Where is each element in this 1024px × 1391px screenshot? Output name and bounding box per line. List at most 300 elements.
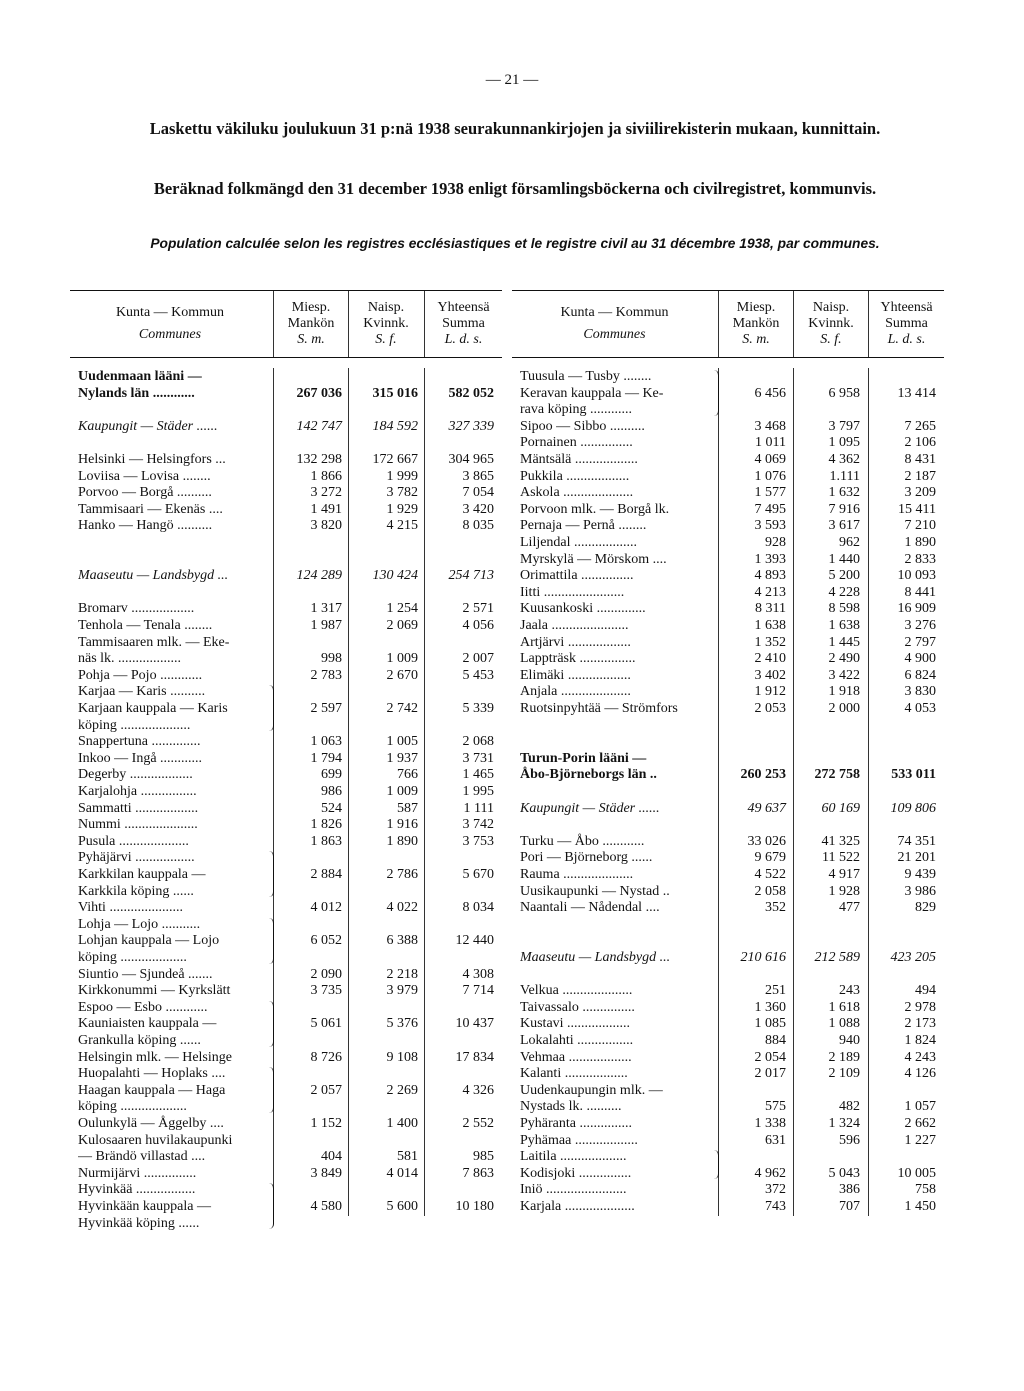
- table-row: [512, 883, 944, 900]
- commune-name: Karkkilan kauppala —: [78, 867, 206, 882]
- men-value: 2 410: [754, 651, 786, 667]
- title-swedish: Beräknad folkmängd den 31 december 1938 enligt församlingsböckerna och civilregistret, kommunvis.: [153, 179, 877, 198]
- women-value: 272 758: [814, 767, 860, 783]
- header-men-cell: [274, 291, 348, 357]
- women-value: 3 979: [386, 983, 418, 999]
- header-communes-label: Communes: [583, 327, 646, 342]
- men-value: 124 289: [296, 568, 342, 584]
- table-row: [70, 849, 502, 866]
- men-value: 884: [765, 1033, 786, 1048]
- total-value: 2 978: [904, 999, 936, 1015]
- men-value: 2 054: [754, 1049, 786, 1065]
- women-value: 1 890: [386, 833, 418, 849]
- commune-name: näs lk. ..................: [78, 651, 182, 667]
- men-value: 928: [765, 535, 786, 550]
- header-naisp: Naisp.: [367, 300, 405, 315]
- men-value: 251: [765, 983, 786, 999]
- commune-name: Porvoo — Borgå ..........: [78, 485, 212, 501]
- total-value: 7 054: [462, 485, 494, 501]
- total-value: 1 890: [904, 535, 936, 550]
- header-kvinnk: Kvinnk.: [808, 316, 854, 331]
- total-value: 2 662: [904, 1116, 936, 1131]
- total-value: 4 326: [462, 1082, 494, 1098]
- commune-name: Lohjan kauppala — Lojo: [78, 933, 220, 949]
- men-value: 4 893: [754, 568, 786, 584]
- women-value: 386: [839, 1182, 860, 1198]
- women-value: 60 169: [821, 800, 860, 816]
- table-row: [70, 949, 502, 966]
- commune-name: Åbo-Björneborgs län ..: [520, 767, 657, 783]
- grouping-brace: [269, 1067, 274, 1113]
- commune-name: Oulunkylä — Åggelby ....: [78, 1116, 224, 1131]
- women-value: 1 400: [386, 1116, 418, 1131]
- women-value: 1 999: [386, 468, 418, 484]
- table-row: [512, 617, 944, 634]
- women-value: 8 598: [828, 601, 860, 617]
- commune-name: Artjärvi ..................: [520, 634, 631, 650]
- table-row: [512, 567, 944, 584]
- women-value: 477: [839, 900, 860, 916]
- table-row: [512, 899, 944, 916]
- total-value: 5 453: [462, 667, 494, 683]
- total-value: 4 308: [462, 966, 494, 982]
- table-row: [512, 584, 944, 601]
- table-row: [512, 517, 944, 534]
- total-value: 7 265: [904, 418, 936, 434]
- grouping-brace: [269, 685, 274, 731]
- commune-name: Hyvinkää .................: [78, 1182, 196, 1198]
- women-value: 1 088: [828, 1016, 860, 1032]
- table-row: [70, 683, 502, 700]
- commune-name: Uudenmaan lääni —: [78, 369, 202, 384]
- commune-name: Karjaa — Karis ..........: [78, 684, 206, 700]
- total-value: 3 753: [462, 833, 494, 849]
- men-value: 1 352: [754, 634, 786, 650]
- table-row: [512, 1132, 944, 1149]
- total-value: 10 437: [455, 1016, 494, 1032]
- women-value: 2 069: [386, 618, 418, 633]
- commune-name: Lokalahti ................: [520, 1033, 634, 1048]
- women-value: 1 440: [828, 551, 860, 567]
- total-value: 7 714: [462, 983, 494, 999]
- commune-name: Turun-Porin lääni —: [520, 750, 647, 766]
- table-row: [512, 733, 944, 750]
- grouping-brace: [714, 370, 719, 416]
- commune-name: Sipoo — Sibbo ..........: [520, 418, 645, 434]
- header-men-cell: [719, 291, 793, 357]
- table-row: [70, 634, 502, 651]
- women-value: 5 600: [386, 1199, 418, 1214]
- men-value: 1 393: [754, 551, 786, 567]
- men-value: 1 866: [310, 468, 342, 484]
- total-value: 4 900: [904, 651, 936, 667]
- total-value: 13 414: [897, 385, 936, 401]
- table-row: [512, 634, 944, 651]
- women-value: 2 109: [828, 1066, 860, 1082]
- table-row: [70, 1082, 502, 1099]
- table-row: [70, 484, 502, 501]
- table-row: [512, 1049, 944, 1066]
- table-row: [70, 717, 502, 734]
- commune-name: Orimattila ...............: [520, 568, 634, 584]
- header-sm: S. m.: [742, 332, 770, 347]
- total-value: 4 126: [904, 1066, 936, 1082]
- total-value: 2 571: [462, 601, 494, 617]
- total-value: 2 173: [904, 1016, 936, 1032]
- table-row: [512, 982, 944, 999]
- table-row: [70, 534, 502, 551]
- men-value: 699: [321, 767, 342, 783]
- men-value: 1 360: [754, 999, 786, 1015]
- header-women-cell: [794, 291, 868, 357]
- table-row: [70, 783, 502, 800]
- header-yhteensa: Yhteensä: [437, 300, 490, 315]
- table-row: [70, 1198, 502, 1215]
- commune-name: Uudenkaupungin mlk. —: [520, 1082, 663, 1098]
- table-row: [512, 600, 944, 617]
- table-row: [70, 401, 502, 418]
- total-value: 3 986: [904, 883, 936, 899]
- women-value: 315 016: [372, 385, 418, 401]
- women-value: 2 218: [386, 966, 418, 982]
- table-row: [70, 451, 502, 468]
- table-row: [512, 816, 944, 833]
- table-row: [512, 866, 944, 883]
- commune-name: Uusikaupunki — Nystad ..: [520, 883, 670, 899]
- total-value: 2 552: [462, 1116, 494, 1131]
- women-value: 2 490: [828, 651, 860, 667]
- commune-name: Nurmijärvi ...............: [78, 1165, 197, 1181]
- women-value: 4 014: [386, 1165, 418, 1181]
- table-row: [70, 816, 502, 833]
- women-value: 3 617: [828, 518, 860, 534]
- table-row: [512, 1065, 944, 1082]
- commune-name: Pusula ....................: [78, 833, 189, 849]
- women-value: 5 376: [386, 1016, 418, 1032]
- table-row: [70, 833, 502, 850]
- commune-name: Tammisaari — Ekenäs ....: [78, 501, 223, 517]
- header-mankon: Mankön: [732, 316, 780, 331]
- commune-name: Myrskylä — Mörskom ....: [520, 551, 667, 567]
- table-row: [70, 982, 502, 999]
- total-value: 1 995: [462, 784, 494, 799]
- table-row: [70, 1032, 502, 1049]
- women-value: 1 632: [828, 485, 860, 501]
- total-value: 582 052: [448, 385, 494, 401]
- commune-name: Pernaja — Pernå ........: [520, 518, 647, 534]
- table-row: [512, 683, 944, 700]
- table-row: [70, 584, 502, 601]
- table-row: [70, 1215, 502, 1232]
- header-naisp: Naisp.: [812, 300, 850, 315]
- table-row: [512, 551, 944, 568]
- commune-name: rava köping ............: [520, 402, 632, 418]
- men-value: 260 253: [740, 767, 786, 783]
- table-header-right: [512, 290, 944, 358]
- header-summa: Summa: [442, 316, 485, 331]
- total-value: 3 276: [904, 618, 936, 633]
- women-value: 1 324: [828, 1116, 860, 1131]
- table-row: [70, 1049, 502, 1066]
- commune-name: Velkua ....................: [520, 983, 633, 999]
- women-value: 1 929: [386, 501, 418, 517]
- table-row: [512, 385, 944, 402]
- commune-name: köping ...................: [78, 950, 187, 965]
- table-row: [70, 617, 502, 634]
- commune-name: Tenhola — Tenala ........: [78, 618, 213, 633]
- table-row: [512, 1165, 944, 1182]
- total-value: 1 824: [904, 1033, 936, 1048]
- table-row: [70, 1132, 502, 1149]
- total-value: 758: [915, 1182, 936, 1198]
- commune-name: Vihti .....................: [78, 900, 183, 916]
- total-value: 2 007: [462, 651, 494, 667]
- commune-name: Nummi .....................: [78, 817, 198, 833]
- commune-name: köping ....................: [78, 717, 191, 733]
- header-total-cell: [425, 291, 502, 357]
- commune-name: Karjalohja ................: [78, 784, 197, 799]
- total-value: 109 806: [890, 800, 936, 816]
- men-value: 6 052: [310, 933, 342, 949]
- header-sf: S. f.: [375, 332, 397, 347]
- total-value: 2 068: [462, 734, 494, 750]
- total-value: 10 093: [897, 568, 936, 584]
- men-value: 1 577: [754, 485, 786, 501]
- men-value: 8 726: [310, 1049, 342, 1065]
- commune-name: Iniö .......................: [520, 1182, 627, 1198]
- commune-name: Laitila ...................: [520, 1149, 627, 1165]
- men-value: 210 616: [740, 950, 786, 965]
- table-row: [512, 484, 944, 501]
- table-row: [512, 1115, 944, 1132]
- table-row: [512, 949, 944, 966]
- table-row: [512, 368, 944, 385]
- table-row: [70, 1181, 502, 1198]
- men-value: 33 026: [747, 833, 786, 849]
- table-row: [70, 501, 502, 518]
- men-value: 404: [321, 1149, 342, 1165]
- men-value: 9 679: [754, 850, 786, 866]
- women-value: 3 782: [386, 485, 418, 501]
- commune-name: Loviisa — Lovisa ........: [78, 468, 211, 484]
- table-row: [70, 434, 502, 451]
- women-value: 11 522: [822, 850, 860, 866]
- commune-name: Helsinki — Helsingfors ...: [78, 452, 226, 467]
- commune-name: Hanko — Hangö ..........: [78, 518, 213, 534]
- commune-name: Maaseutu — Landsbygd ...: [78, 568, 229, 584]
- header-summa: Summa: [885, 316, 928, 331]
- men-value: 1 317: [310, 601, 342, 617]
- women-value: 2 189: [828, 1049, 860, 1065]
- table-row: [70, 883, 502, 900]
- men-value: 3 849: [310, 1165, 342, 1181]
- men-value: 267 036: [296, 385, 342, 401]
- commune-name: Tammisaaren mlk. — Eke-: [78, 634, 230, 650]
- total-value: 3 865: [462, 468, 494, 484]
- total-value: 327 339: [448, 418, 494, 434]
- total-value: 4 053: [904, 701, 936, 716]
- total-value: 17 834: [455, 1049, 494, 1065]
- commune-name: Espoo — Esbo ............: [78, 999, 208, 1015]
- women-value: 6 388: [386, 933, 418, 949]
- table-row: [512, 800, 944, 817]
- table-row: [512, 534, 944, 551]
- table-row: [512, 1082, 944, 1099]
- commune-name: Haagan kauppala — Haga: [78, 1082, 226, 1098]
- commune-name: Tuusula — Tusby ........: [520, 369, 652, 384]
- total-value: 3 742: [462, 817, 494, 833]
- table-row: [70, 916, 502, 933]
- table-row: [512, 501, 944, 518]
- women-value: 596: [839, 1132, 860, 1148]
- women-value: 6 958: [828, 385, 860, 401]
- total-value: 423 205: [890, 950, 936, 965]
- commune-name: Vehmaa ..................: [520, 1049, 632, 1065]
- commune-name: Pori — Björneborg ......: [520, 850, 653, 866]
- total-value: 2 106: [904, 435, 936, 451]
- women-value: 4 228: [828, 584, 860, 600]
- women-value: 1 009: [386, 651, 418, 667]
- table-row: [70, 766, 502, 783]
- total-value: 4 243: [904, 1049, 936, 1065]
- women-value: 4 917: [828, 867, 860, 882]
- header-women-cell: [349, 291, 423, 357]
- women-value: 1 095: [828, 435, 860, 451]
- total-value: 9 439: [904, 867, 936, 882]
- table-row: [70, 1165, 502, 1182]
- total-value: 494: [915, 983, 936, 999]
- table-row: [512, 1098, 944, 1115]
- commune-name: Kirkkonummi — Kyrkslätt: [78, 983, 231, 999]
- men-value: 7 495: [754, 501, 786, 517]
- commune-name: Huopalahti — Hoplaks ....: [78, 1066, 226, 1082]
- header-miesp: Miesp.: [291, 300, 331, 315]
- men-value: 1 794: [310, 750, 342, 766]
- commune-name: Karjala ....................: [520, 1199, 635, 1214]
- table-row: [512, 932, 944, 949]
- table-row: [70, 750, 502, 767]
- header-kunta-label: Kunta — Kommun: [115, 305, 225, 320]
- men-value: 1 987: [310, 618, 342, 633]
- men-value: 1 912: [754, 684, 786, 700]
- commune-name: Kauniaisten kauppala —: [78, 1016, 217, 1032]
- women-value: 3 422: [828, 667, 860, 683]
- women-value: 1.111: [829, 468, 860, 484]
- commune-name: Rauma ....................: [520, 867, 634, 882]
- women-value: 1 254: [386, 601, 418, 617]
- table-body-left: [70, 368, 502, 1231]
- women-value: 9 108: [386, 1049, 418, 1065]
- men-value: 132 298: [296, 452, 342, 467]
- commune-name: Kaupungit — Städer ......: [520, 800, 660, 816]
- total-value: 10 180: [455, 1199, 494, 1214]
- women-value: 2 742: [386, 701, 418, 716]
- table-row: [70, 700, 502, 717]
- total-value: 3 420: [462, 501, 494, 517]
- commune-name: Karjaan kauppala — Karis: [78, 701, 228, 716]
- commune-name: Kalanti ..................: [520, 1066, 628, 1082]
- commune-name: Kaupungit — Städer ......: [78, 418, 218, 434]
- commune-name: Jaala ......................: [520, 618, 629, 633]
- table-row: [512, 966, 944, 983]
- men-value: 1 085: [754, 1016, 786, 1032]
- header-miesp: Miesp.: [736, 300, 776, 315]
- table-row: [70, 385, 502, 402]
- men-value: 1 063: [310, 734, 342, 750]
- women-value: 172 667: [372, 452, 418, 467]
- header-sm: S. m.: [297, 332, 325, 347]
- header-kunta-label: Kunta — Kommun: [560, 305, 669, 320]
- table-row: [512, 766, 944, 783]
- table-row: [512, 1148, 944, 1165]
- table-row: [70, 1098, 502, 1115]
- women-value: 1 005: [386, 734, 418, 750]
- table-row: [70, 866, 502, 883]
- men-value: 4 522: [754, 867, 786, 882]
- commune-name: Snappertuna ..............: [78, 734, 201, 750]
- women-value: 1 445: [828, 634, 860, 650]
- table-row: [70, 1015, 502, 1032]
- women-value: 587: [397, 800, 418, 816]
- men-value: 1 076: [754, 468, 786, 484]
- women-value: 184 592: [372, 418, 418, 434]
- table-row: [70, 600, 502, 617]
- women-value: 581: [397, 1149, 418, 1165]
- commune-name: Porvoon mlk. — Borgå lk.: [520, 501, 670, 517]
- commune-name: Degerby ..................: [78, 767, 193, 783]
- men-value: 1 152: [310, 1116, 342, 1131]
- commune-name: Nylands län ............: [78, 385, 195, 401]
- commune-name: Elimäki ..................: [520, 667, 631, 683]
- table-row: [512, 451, 944, 468]
- men-value: 49 637: [747, 800, 786, 816]
- table-row: [70, 1115, 502, 1132]
- header-yhteensa: Yhteensä: [880, 300, 933, 315]
- total-value: 1 465: [462, 767, 494, 783]
- women-value: 707: [839, 1199, 860, 1214]
- table-row: [512, 750, 944, 767]
- women-value: 1 928: [828, 883, 860, 899]
- header-communes-label: Communes: [138, 327, 202, 342]
- total-value: 16 909: [897, 601, 936, 617]
- table-row: [512, 1032, 944, 1049]
- title-french: Population calculée selon les registres ecclésiastiques et le registre civil au 31 décembre 1938, par communes.: [150, 236, 880, 251]
- total-value: 4 056: [462, 618, 494, 633]
- women-value: 212 589: [814, 950, 860, 965]
- men-value: 3 593: [754, 518, 786, 534]
- total-value: 8 441: [904, 584, 936, 600]
- men-value: 1 826: [310, 817, 342, 833]
- women-value: 940: [839, 1033, 860, 1048]
- women-value: 2 000: [828, 701, 860, 716]
- women-value: 4 215: [386, 518, 418, 534]
- women-value: 962: [839, 535, 860, 550]
- women-value: 41 325: [821, 833, 860, 849]
- total-value: 985: [473, 1149, 494, 1165]
- commune-name: Hyvinkään kauppala —: [78, 1199, 211, 1214]
- table-row: [512, 916, 944, 933]
- commune-name: Pyhämaa ..................: [520, 1132, 638, 1148]
- total-value: 8 034: [462, 900, 494, 916]
- table-row: [70, 966, 502, 983]
- table-row: [512, 1015, 944, 1032]
- women-value: 130 424: [372, 568, 418, 584]
- commune-name: Pohja — Pojo ............: [78, 667, 203, 683]
- commune-name: Mäntsälä ..................: [520, 452, 638, 467]
- total-value: 15 411: [898, 501, 936, 517]
- women-value: 1 638: [828, 618, 860, 633]
- total-value: 7 863: [462, 1165, 494, 1181]
